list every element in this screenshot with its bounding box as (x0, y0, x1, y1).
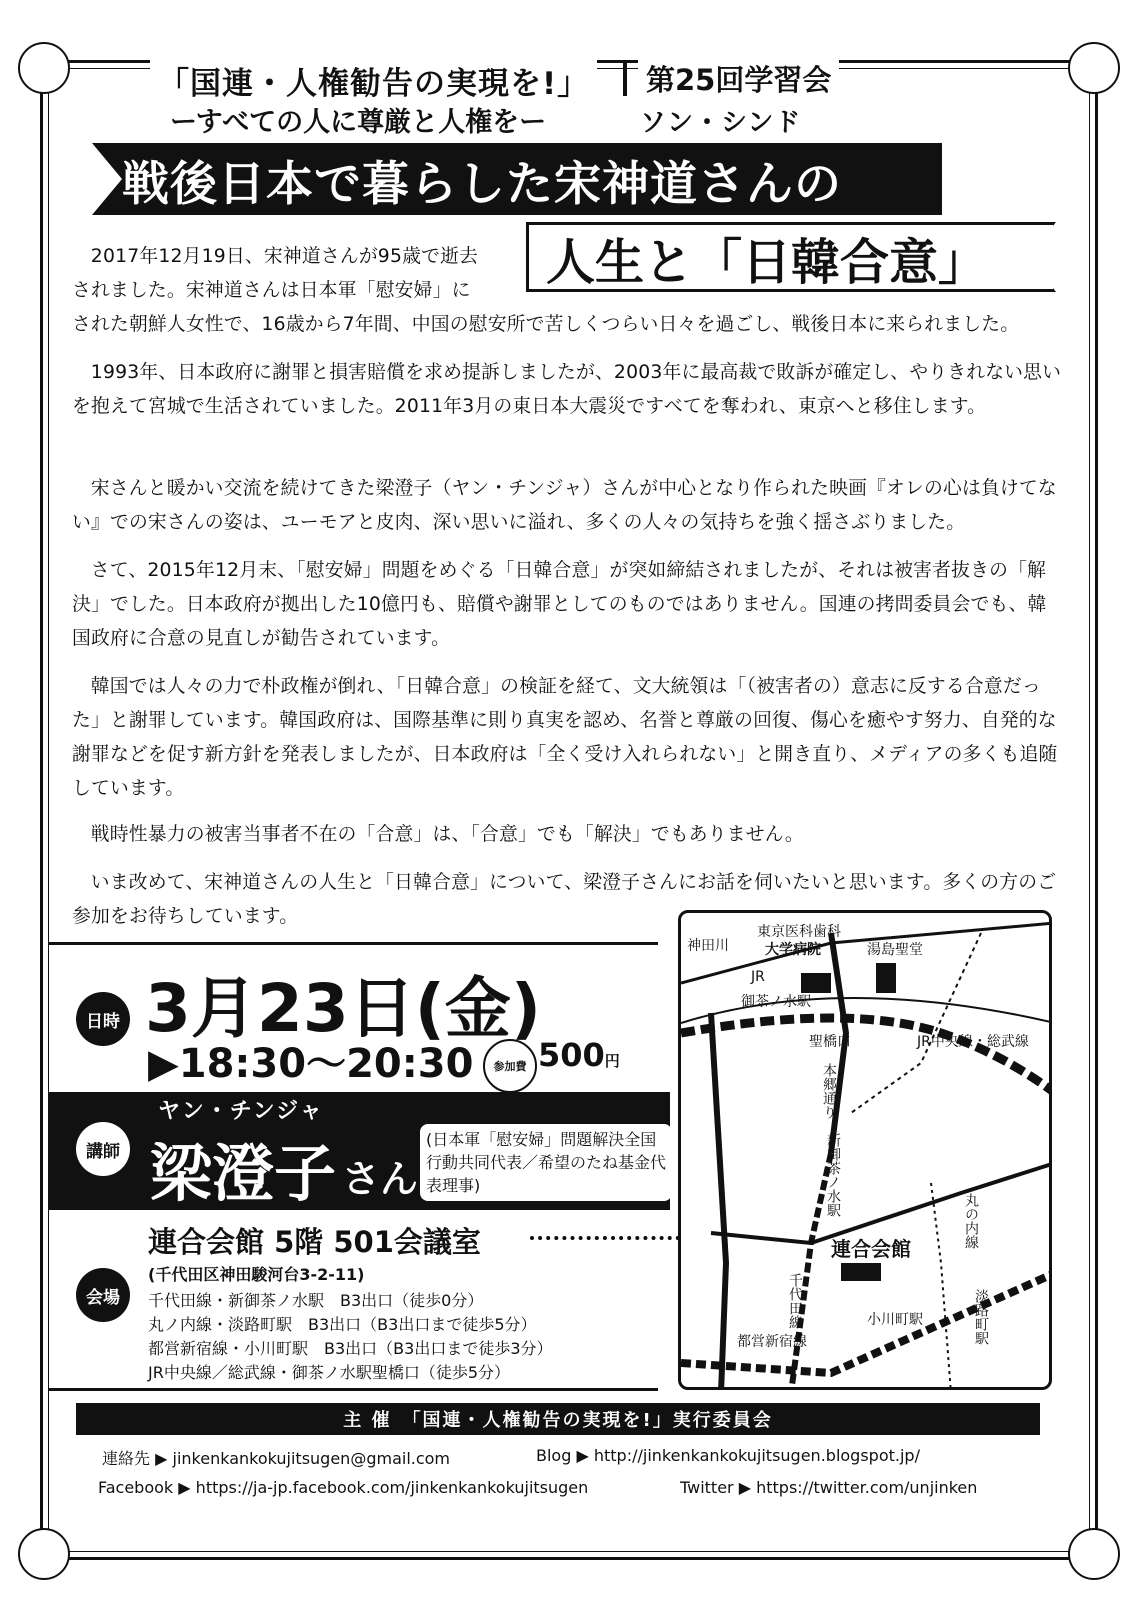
facebook-line (98, 1478, 588, 1497)
map-label-hospital: 大学病院 (765, 942, 821, 958)
event-date: 3月23日(金) (145, 970, 542, 1047)
body-p5: 韓国では人々の力で朴政権が倒れ、「日韓合意」の検証を経て、文大統領は「（被害者の）意志に反する合意だった」と謝罪しています。韓国政府は、国際基準に則り真実を認め、名誉と尊厳の回復、傷心を癒やす努力、自発的な謝罪などを促す新方針を発表しましたが、日本政府は「全く受け入れられない」と開き直り、メディアの多くも追随しています。 (72, 676, 1058, 799)
body-p3: 宋さんと暖かい交流を続けてきた梁澄子（ヤン・チンジャ）さんが中心となり作られた映画『オレの心は負けてない』での宋さんの姿は、ユーモアと皮肉、深い思いに溢れ、多くの人々の気持ちを強く揺さぶりました。 (72, 478, 1057, 533)
blog-line (536, 1446, 920, 1465)
fee-unit: 円 (604, 1052, 620, 1070)
twitter-link[interactable]: https://twitter.com/unjinken (756, 1478, 978, 1497)
body-p1a: 2017年12月19日、宋神道さんが95歳で逝去 (90, 246, 479, 267)
map-label-yushima: 湯島聖堂 (867, 942, 923, 958)
body-p2: 1993年、日本政府に謝罪と損害賠償を求め提訴しましたが、2003年に最高裁で敗訴が確定し、やりきれない思いを抱えて宮城で生活されていました。2011年3月の東日本大震災ですべてを奪われ、東京へと移住します。 (72, 362, 1062, 417)
series-title: 「国連・人権勧告の実現を!」 (150, 58, 597, 103)
map-label-ogawamachi: 小川町駅 (867, 1312, 923, 1328)
date-label: 日時 (76, 992, 130, 1046)
headline-line1: 戦後日本で暮らした宋神道さんの (122, 157, 842, 212)
event-time: ▶18:30〜20:30 (148, 1041, 474, 1087)
venue-pointer (530, 1236, 680, 1240)
map-label-rengo: 連合会館 (831, 1237, 911, 1261)
venue-address: (千代田区神田駿河台3-2-11) (148, 1265, 365, 1284)
contact-line (102, 1446, 450, 1469)
body-p1c: された朝鮮人女性で、16歳から7年間、中国の慰安所で苦しくつらい日々を過ごし、戦後日本に来られました。 (72, 314, 1020, 335)
corner-ornament-tr (1068, 42, 1120, 94)
blog-link[interactable]: http://jinkenkankokujitsugen.blogspot.jp/ (593, 1446, 920, 1465)
access-line: JR中央線／総武線・御茶ノ水駅聖橋口（徒歩5分） (148, 1363, 511, 1382)
twitter-line (680, 1478, 977, 1497)
body-p4: さて、2015年12月末、「慰安婦」問題をめぐる「日韓合意」が突如締結されましたが、それは被害者抜きの「解決」でした。日本政府が拠出した10億円も、賠償や謝罪としてのものではありません。国連の拷問委員会でも、韓国政府に合意の見直しが勧告されています。 (72, 560, 1047, 649)
corner-ornament-tl (18, 42, 70, 94)
event-bottom-rule (48, 1388, 658, 1391)
map-label-kanda-river: 神田川 (687, 938, 729, 954)
map-label-hongo: 本郷通り (821, 1063, 837, 1119)
session-label: 第25回学習会 (638, 58, 839, 99)
map-label-shin-ochanomizu: 新御茶ノ水駅 (825, 1133, 841, 1217)
speaker-label: 講師 (76, 1122, 130, 1176)
facebook-label: Facebook ▶ (98, 1478, 191, 1497)
blog-label: Blog ▶ (536, 1446, 589, 1465)
access-line: 千代田線・新御茶ノ水駅 B3出口（徒歩0分） (148, 1291, 484, 1310)
speaker-ruby: ヤン・チンジャ (158, 1099, 324, 1124)
fee-amount: 500 (538, 1036, 605, 1074)
twitter-label: Twitter ▶ (680, 1478, 752, 1497)
body-p1b: されました。宋神道さんは日本軍「慰安婦」に (72, 280, 471, 301)
map-label-ochanomizu: 御茶ノ水駅 (741, 994, 811, 1010)
venue-name: 連合会館 5階 501会議室 (148, 1225, 481, 1259)
speaker-name: 梁澄子 (150, 1137, 337, 1210)
map-label-jr-line: JR中央線・総武線 (917, 1034, 1029, 1050)
map-label-chiyoda: 千代田線 (787, 1273, 803, 1329)
map-label-hijiribashi: 聖橋口 (809, 1034, 851, 1050)
event-fee (538, 1036, 620, 1074)
headline-line2: 人生と「日韓合意」 (546, 234, 988, 291)
series-subtitle: ーすべての人に尊厳と人権をー (170, 107, 547, 138)
contact-label: 連絡先 ▶ (102, 1449, 168, 1468)
access-line: 丸ノ内線・淡路町駅 B3出口（B3出口まで徒歩5分） (148, 1315, 537, 1334)
speaker-honorific: さん (342, 1157, 419, 1201)
map-label-hospital-top: 東京医科歯科 (757, 924, 841, 940)
name-ruby: ソン・シンド (640, 108, 802, 138)
organizer-bar: 主 催 「国連・人権勧告の実現を!」実行委員会 (76, 1403, 1040, 1435)
access-line: 都営新宿線・小川町駅 B3出口（B3出口まで徒歩3分） (148, 1339, 553, 1358)
map-label-toei: 都営新宿線 (737, 1334, 807, 1350)
body-p7: いま改めて、宋神道さんの人生と「日韓合意」について、梁澄子さんにお話を伺いたいと思います。多くの方のご参加をお待ちしています。 (72, 872, 1057, 927)
map-label-marunouchi: 丸の内線 (963, 1193, 979, 1249)
fee-badge: 参加費 (483, 1039, 537, 1093)
facebook-link[interactable]: https://ja-jp.facebook.com/jinkenkankokujitsugen (195, 1478, 589, 1497)
map-label-awajicho: 淡路町駅 (973, 1289, 989, 1345)
map-label-jr: JR (751, 969, 765, 985)
event-top-rule (48, 942, 658, 945)
speaker-note: (日本軍「慰安婦」問題解決全国行動共同代表／希望のたね基金代表理事) (420, 1124, 672, 1201)
venue-label: 会場 (76, 1268, 130, 1322)
corner-ornament-bl (18, 1528, 70, 1580)
corner-ornament-br (1068, 1528, 1120, 1580)
access-map (678, 910, 1052, 1390)
contact-email[interactable]: jinkenkankokujitsugen@gmail.com (172, 1449, 451, 1468)
body-p6: 戦時性暴力の被害当事者不在の「合意」は、「合意」でも「解決」でもありません。 (90, 824, 804, 845)
title-divider (623, 60, 627, 96)
